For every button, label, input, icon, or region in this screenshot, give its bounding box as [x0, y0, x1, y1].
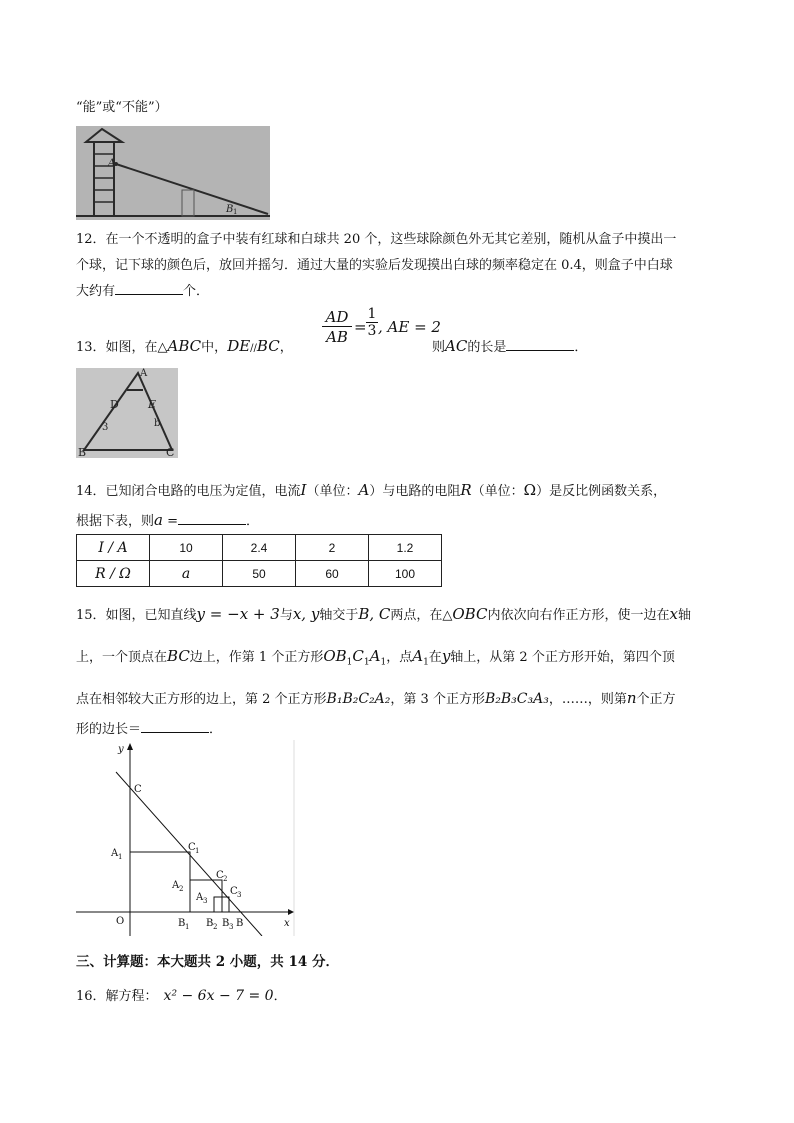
q13-fraction [322, 308, 352, 347]
question-14-line-1 [76, 480, 666, 502]
question-14-line-2 [76, 510, 259, 532]
question-15-line-2 [76, 646, 675, 673]
building-shadow-figure [76, 126, 270, 220]
question-16 [76, 986, 287, 1007]
q13-de: DE [227, 337, 251, 355]
q14-r: R [460, 481, 472, 499]
q14-text-d: 根据下表，则 [76, 514, 155, 529]
fig15-O: O [116, 916, 125, 927]
fig13-E: E [148, 398, 157, 411]
table-cell: 2 [296, 535, 369, 561]
q15-t9: ，点 [386, 650, 413, 665]
fig12-label-a: A [108, 158, 116, 169]
q12-text-post: 个． [183, 284, 210, 299]
q15-t7: 上，一个顶点在 [76, 650, 168, 665]
question-13 [76, 336, 293, 359]
triangle-drawing [76, 368, 178, 458]
q13-tail [432, 336, 587, 358]
q14-a-unit: A [358, 481, 370, 499]
fig15-A2-sub: 2 [179, 885, 184, 893]
fig15-C1-sub: 1 [195, 847, 200, 855]
q13-comma: ， [279, 340, 293, 355]
q15-y: y [441, 647, 451, 665]
q15-t3: 轴交于 [319, 608, 359, 623]
q13-ae: , AE = 2 [378, 318, 441, 336]
fig15-C1: C [188, 842, 196, 853]
q15-a1: A [412, 647, 424, 665]
fig15-C: C [134, 784, 142, 795]
q14-eq: = [162, 514, 178, 529]
table-cell: R / Ω [77, 561, 150, 587]
table-cell: I / A [77, 535, 150, 561]
q15-obc: OBC [452, 605, 488, 623]
fig15-B3-sub: 3 [229, 923, 234, 931]
q13-frac-den: AB [326, 328, 348, 346]
q13-answer-blank[interactable] [506, 336, 574, 351]
q15-a1-sub: 1 [423, 657, 429, 668]
table-cell: 1.2 [369, 535, 442, 561]
table-row [77, 535, 442, 561]
fig13-C: C [166, 446, 175, 458]
q15-xy: x, y [292, 605, 320, 623]
fig15-B1-sub: 1 [185, 923, 190, 931]
fig15-y: y [118, 744, 124, 755]
q15-t11: 轴上，从第 2 个正方形开始，第四个顶 [450, 650, 675, 665]
triangle-figure [76, 368, 178, 458]
q15-t15: 个正方 [636, 692, 676, 707]
q15-t14: ，……，则第 [548, 692, 627, 707]
fig15-C2-sub: 2 [223, 875, 228, 883]
table-row [77, 561, 442, 587]
table-cell: 100 [369, 561, 442, 587]
fig15-B1: B [178, 918, 186, 929]
squares-figure [76, 740, 296, 936]
table-cell: 50 [223, 561, 296, 587]
q15-sq2: B₁B₂C₂A₂ [326, 691, 391, 707]
q15-t1: 15．如图，已知直线 [76, 608, 197, 623]
q15-t16: 形的边长＝ [76, 722, 142, 737]
q13-bc: BC [256, 337, 280, 355]
fig15-A3: A [196, 892, 204, 903]
q13-then: 则 [432, 340, 446, 355]
current-resistance-table [76, 534, 442, 587]
q13-abc: ABC [167, 337, 202, 355]
fig13-B: B [78, 446, 87, 458]
q15-sq1-s3: 1 [380, 657, 387, 668]
fig15-A1-sub: 1 [118, 853, 123, 861]
q15-t4: 两点，在△ [390, 608, 453, 623]
q13-tail-text: 的长是 [467, 340, 507, 355]
q13-frac-num: AD [322, 308, 352, 327]
q15-sq1-s1: 1 [346, 657, 353, 668]
building-shadow-drawing [76, 126, 270, 220]
question-12-line-3 [76, 280, 209, 302]
q13-three: 3 [367, 323, 377, 339]
q15-t8: 边上，作第 1 个正方形 [189, 650, 324, 665]
q15-t10: 在 [428, 650, 442, 665]
q14-i: I [300, 481, 307, 499]
fig13-b: b [154, 418, 161, 429]
question-15-line-4 [76, 718, 222, 740]
fig12-label-b-sub: 1 [233, 208, 238, 216]
q14-text-c: ）是反比例函数关系， [536, 484, 667, 499]
q15-sq3: B₂B₃C₃A₃ [484, 691, 549, 707]
q14-answer-blank[interactable] [178, 510, 246, 525]
q15-sq1-c: C [352, 647, 364, 665]
fig15-A1: A [111, 848, 119, 859]
q13-mid: 中， [201, 340, 228, 355]
fig15-B: B [236, 918, 244, 929]
question-12-line-1: 12．在一个不透明的盒子中装有红球和白球共 20 个，这些球除颜色外无其它差别，随机从盒子中摸出一 [76, 232, 677, 247]
question-15-line-3 [76, 688, 676, 710]
fig13-A: A [140, 368, 148, 379]
q12-text-pre: 大约有 [76, 284, 116, 299]
fig15-B2-sub: 2 [213, 923, 218, 931]
q13-eq: = [354, 318, 367, 336]
q13-one: 1 [367, 306, 377, 322]
fig15-B2: B [206, 918, 214, 929]
q12-answer-blank[interactable] [115, 280, 183, 295]
q13-ac: AC [445, 337, 468, 355]
q14-omega: Ω [523, 481, 537, 499]
q15-t2: 与 [279, 608, 293, 623]
q14-unit-i: （单位： [306, 484, 359, 499]
table-cell: 60 [296, 561, 369, 587]
q15-x: x [669, 605, 678, 623]
q15-bc: BC [167, 647, 190, 665]
fig13-3: 3 [102, 422, 109, 433]
fig15-A3-sub: 3 [203, 897, 208, 905]
q15-line-eq: y = −x + 3 [196, 605, 280, 623]
q15-sq1-s2: 1 [363, 657, 370, 668]
q15-bc-points: B, C [358, 605, 391, 623]
table-cell: a [150, 561, 223, 587]
fig12-label-b: B [226, 204, 234, 215]
q16-end: ． [273, 989, 287, 1004]
q15-sq1-ob: OB [323, 647, 347, 665]
squares-drawing [76, 740, 296, 936]
q13-prefix: 13．如图，在△ [76, 340, 168, 355]
q15-t13: ，第 3 个正方形 [390, 692, 485, 707]
q16-equation: x² − 6x − 7 = 0 [163, 988, 274, 1004]
fig15-A2: A [172, 880, 180, 891]
q15-t17: ． [209, 722, 223, 737]
fig15-x: x [284, 918, 290, 929]
q13-third [366, 306, 378, 340]
q13-parallel: // [250, 343, 257, 354]
q14-a-var: a [154, 511, 163, 529]
fig13-D: D [110, 398, 119, 411]
q15-t12: 点在相邻较大正方形的边上，第 2 个正方形 [76, 692, 327, 707]
q14-unit-r: （单位： [471, 484, 524, 499]
question-12-line-2: 个球，记下球的颜色后，放回并摇匀．通过大量的实验后发现摸出白球的频率稳定在 0.4，则盒子中白球 [76, 258, 673, 273]
q15-sq1-a: A [369, 647, 381, 665]
q14-end: ． [246, 514, 260, 529]
table-cell: 10 [150, 535, 223, 561]
q15-answer-blank[interactable] [141, 718, 209, 733]
q15-t6: 轴 [677, 608, 691, 623]
q16-prefix: 16．解方程： [76, 989, 158, 1004]
fig15-C3: C [230, 886, 238, 897]
q14-text-b: ）与电路的电阻 [369, 484, 461, 499]
table-cell: 2.4 [223, 535, 296, 561]
section-3-heading: 三、计算题：本大题共 2 小题，共 14 分． [76, 954, 339, 970]
q15-t5: 内依次向右作正方形，使一边在 [487, 608, 670, 623]
q14-text-a: 14．已知闭合电路的电压为定值，电流 [76, 484, 301, 499]
question-15-line-1 [76, 604, 691, 626]
q15-n: n [626, 689, 637, 707]
question-11-tail: “能”或“不能”） [76, 100, 168, 115]
fig15-B3: B [222, 918, 230, 929]
q13-end: ． [574, 340, 588, 355]
fig15-C3-sub: 3 [237, 891, 242, 899]
fig15-C2: C [216, 870, 224, 881]
